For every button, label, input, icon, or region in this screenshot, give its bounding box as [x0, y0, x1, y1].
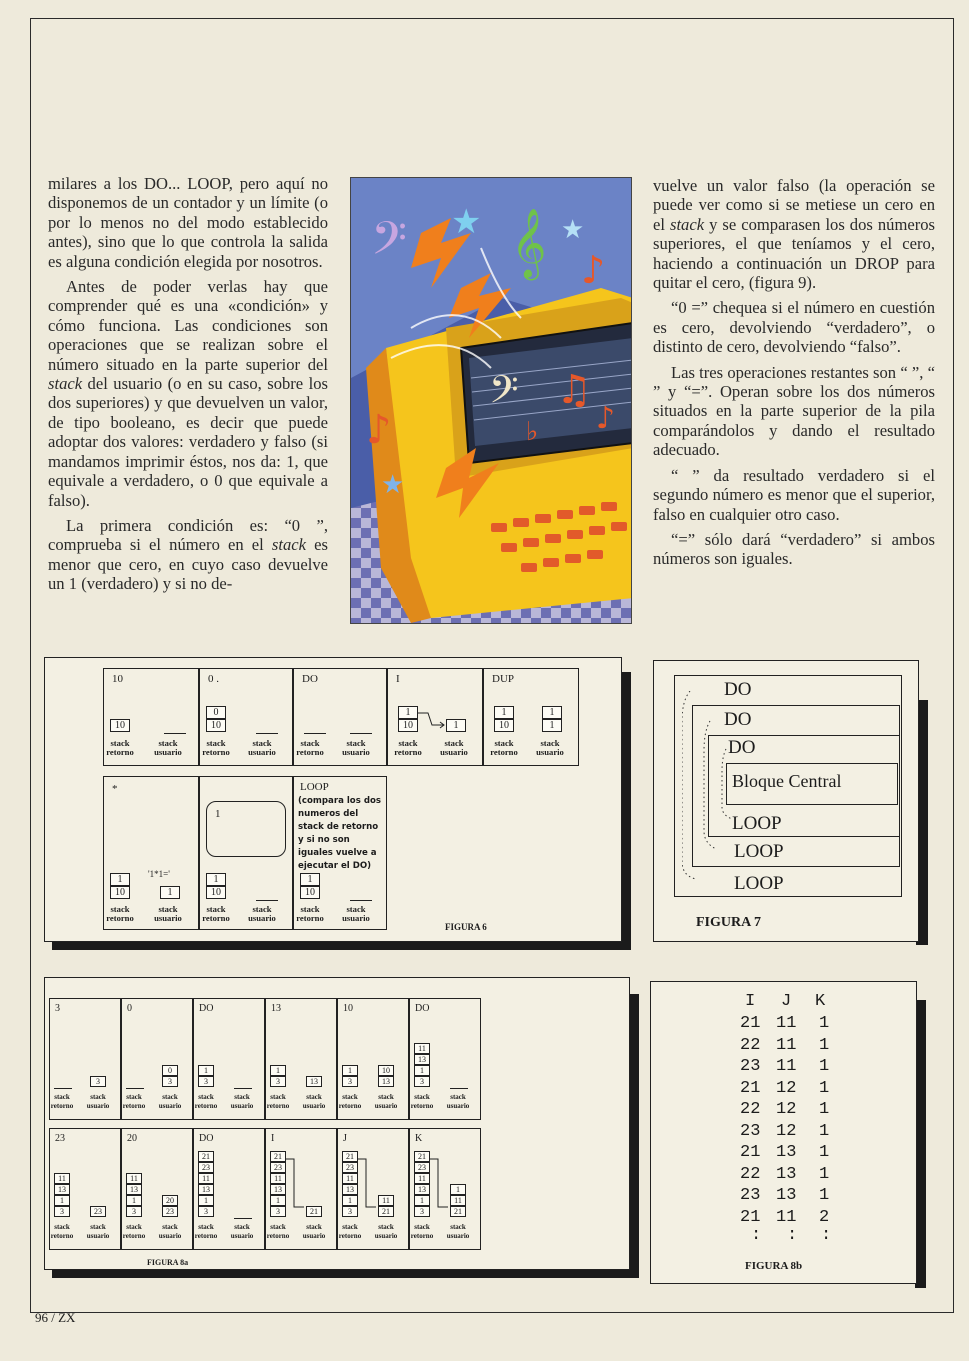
- op-label: 13: [271, 1003, 281, 1014]
- stack-value: 1: [198, 1065, 214, 1076]
- stack-value: 3: [414, 1206, 430, 1217]
- stack-value: 1: [110, 873, 130, 886]
- stack-value: 10: [110, 886, 130, 899]
- stack-value: 13: [54, 1184, 70, 1195]
- stack-state-cell: [193, 1128, 265, 1250]
- stack-label: stack usuario: [374, 1223, 398, 1240]
- empty-stack: [304, 733, 326, 734]
- stack-value: 20: [162, 1195, 178, 1206]
- stack-state-cell: [121, 1128, 193, 1250]
- stack-label: stack retorno: [194, 1223, 218, 1240]
- stack-label: stack usuario: [230, 1093, 254, 1110]
- stack-value: 13: [342, 1184, 358, 1195]
- continuation-dots: :: [821, 1226, 832, 1245]
- stack-label: stack usuario: [86, 1093, 110, 1110]
- do-label: DO: [724, 679, 752, 700]
- op-label: J: [343, 1133, 347, 1144]
- stack-value: 3: [162, 1076, 178, 1087]
- print-output: '1*1=': [148, 869, 170, 879]
- figure-caption: FIGURA 7: [696, 915, 761, 930]
- table-cell: 1: [819, 1100, 830, 1119]
- stack-label: stack retorno: [50, 1093, 74, 1110]
- stack-state-cell: [387, 668, 483, 766]
- stack-value: 23: [162, 1206, 178, 1217]
- stack-value: 1: [542, 706, 562, 719]
- stack-state-cell: [409, 1128, 481, 1250]
- copy-arrow-icon: [418, 711, 448, 731]
- output-bubble: 1: [206, 801, 286, 857]
- op-label: DUP: [492, 673, 515, 685]
- svg-text:♭: ♭: [526, 417, 539, 447]
- stack-value: 21: [450, 1206, 466, 1217]
- stack-value: 11: [126, 1173, 142, 1184]
- table-cell: 1: [819, 1143, 830, 1162]
- svg-text:𝄢: 𝄢: [489, 367, 519, 421]
- stack-value: 1: [342, 1065, 358, 1076]
- table-cell: 11: [776, 1207, 797, 1227]
- stack-value: 10: [110, 719, 130, 732]
- stack-value: 1: [414, 1065, 430, 1076]
- stack-value: 11: [414, 1173, 430, 1184]
- stack-value: 11: [270, 1173, 286, 1184]
- stack-label: stack usuario: [230, 1223, 254, 1240]
- op-label: LOOP: [300, 781, 329, 793]
- stack-label: stack retorno: [50, 1223, 74, 1240]
- table-cell: 21: [740, 1207, 761, 1227]
- stack-value: 13: [378, 1076, 394, 1087]
- table-cell: 13: [776, 1186, 797, 1205]
- stack-label: stack usuario: [536, 738, 564, 757]
- op-label: 0 .: [208, 673, 219, 685]
- stack-state-cell: [337, 1128, 409, 1250]
- stack-state-cell: [103, 776, 199, 930]
- op-label: DO: [302, 673, 318, 685]
- do-label: DO: [728, 737, 756, 758]
- column-header: K: [815, 992, 826, 1011]
- stack-value: 13: [414, 1184, 430, 1195]
- op-label: 3: [55, 1003, 60, 1014]
- table-cell: 1: [819, 1164, 830, 1184]
- op-label: DO: [199, 1133, 214, 1144]
- stack-value: 10: [206, 719, 226, 732]
- text-column-left: [48, 174, 328, 600]
- stack-value: 21: [306, 1206, 322, 1217]
- stack-value: 13: [270, 1184, 286, 1195]
- stack-label: stack usuario: [86, 1223, 110, 1240]
- empty-stack: [256, 733, 278, 734]
- stack-value: 3: [270, 1076, 286, 1087]
- stack-value: 13: [126, 1184, 142, 1195]
- stack-value: 10: [378, 1065, 394, 1076]
- paragraph: “0 =” chequea si el número en cuestión es cero, devolviendo “verdadero”, o distinto de cero, devolviendo “falso”.: [653, 298, 935, 357]
- paragraph: La primera condición es: “0 ”, comprueba si el número en el stack es menor que cero, en cuyo caso devuelve un 1 (verdadero) y si no de-: [48, 515, 328, 594]
- op-label: DO: [199, 1003, 214, 1014]
- stack-value: 23: [270, 1162, 286, 1173]
- stack-label: stack usuario: [248, 904, 276, 923]
- table-cell: 22: [740, 1035, 761, 1055]
- stack-state-cell: [121, 998, 193, 1120]
- stack-label: stack retorno: [296, 738, 324, 757]
- copy-arrow-icon: [358, 1153, 382, 1213]
- stack-value: 10: [300, 886, 320, 899]
- stack-value: 3: [270, 1206, 286, 1217]
- stack-value: 13: [198, 1184, 214, 1195]
- table-cell: 2: [819, 1207, 830, 1227]
- stack-label: stack usuario: [158, 1093, 182, 1110]
- stack-label: stack usuario: [154, 904, 182, 923]
- stack-value: 0: [162, 1065, 178, 1076]
- table-cell: 1: [819, 1078, 830, 1098]
- stack-value: 1: [160, 886, 180, 899]
- paragraph: vuelve un valor falso (la operación se puede ver como si se metiese un cero en el stack y se comparasen los dos números superiores, el que teníamos y el cero, haciendo a continuación un DROP para quitar el cero, (figura 9).: [653, 176, 935, 293]
- empty-stack: [350, 733, 372, 734]
- column-header: I: [745, 992, 756, 1011]
- svg-text:♫: ♫: [556, 367, 592, 413]
- loop-label: LOOP: [734, 873, 784, 894]
- stack-value: 10: [206, 886, 226, 899]
- stack-label: stack retorno: [394, 738, 422, 757]
- stack-state-cell: [49, 1128, 121, 1250]
- stack-label: stack retorno: [122, 1093, 146, 1110]
- stack-value: 10: [398, 719, 418, 732]
- stack-value: 1: [398, 706, 418, 719]
- empty-stack: [54, 1088, 72, 1089]
- svg-text:♪: ♪: [596, 401, 616, 436]
- copy-arrow-icon: [286, 1153, 310, 1213]
- text-column-right: [653, 176, 935, 575]
- svg-text:𝄢: 𝄢: [371, 212, 408, 277]
- table-cell: 21: [740, 1143, 761, 1162]
- stack-value: 21: [270, 1151, 286, 1162]
- stack-label: stack retorno: [410, 1093, 434, 1110]
- stack-label: stack usuario: [374, 1093, 398, 1110]
- stack-state-cell: [265, 998, 337, 1120]
- op-label: DO: [415, 1003, 430, 1014]
- stack-value: 1: [54, 1195, 70, 1206]
- figure-caption: FIGURA 8b: [745, 1260, 803, 1272]
- stack-state-cell: [409, 998, 481, 1120]
- table-cell: 11: [776, 1035, 797, 1055]
- table-cell: 12: [776, 1121, 797, 1141]
- stack-label: stack retorno: [296, 904, 324, 923]
- stack-value: 1: [126, 1195, 142, 1206]
- op-label: *: [112, 783, 118, 795]
- stack-label: stack retorno: [490, 738, 518, 757]
- table-cell: 1: [819, 1186, 830, 1205]
- stack-value: 1: [270, 1195, 286, 1206]
- stack-state-cell: [337, 998, 409, 1120]
- stack-state-cell: [199, 668, 293, 766]
- stack-value: 11: [54, 1173, 70, 1184]
- stack-value: 11: [414, 1043, 430, 1054]
- stack-value: 1: [206, 873, 226, 886]
- stack-state-cell: [103, 668, 199, 766]
- table-cell: 23: [740, 1057, 761, 1076]
- figure-8a: [44, 977, 630, 1270]
- stack-value: 13: [414, 1054, 430, 1065]
- loop-label: LOOP: [734, 841, 784, 862]
- svg-text:♪: ♪: [366, 407, 392, 453]
- stack-label: stack usuario: [342, 904, 370, 923]
- stack-label: stack retorno: [122, 1223, 146, 1240]
- stack-label: stack usuario: [302, 1093, 326, 1110]
- stack-label: stack retorno: [106, 738, 134, 757]
- empty-stack: [350, 900, 372, 901]
- svg-text:★: ★: [561, 215, 585, 245]
- op-label: 0: [127, 1003, 132, 1014]
- stack-value: 21: [342, 1151, 358, 1162]
- op-label: 20: [127, 1133, 137, 1144]
- stack-state-cell: [293, 776, 387, 930]
- stack-label: stack retorno: [266, 1223, 290, 1240]
- table-cell: 23: [740, 1121, 761, 1141]
- stack-label: stack retorno: [202, 904, 230, 923]
- stack-label: stack usuario: [446, 1223, 470, 1240]
- empty-stack: [450, 1088, 468, 1089]
- stack-state-cell: [483, 668, 579, 766]
- op-label: 23: [55, 1133, 65, 1144]
- stack-value: 3: [414, 1076, 430, 1087]
- paragraph: milares a los DO... LOOP, pero aquí no disponemos de un contador y un límite (o por lo menos no del modo establecido antes), sino que lo que controla la salida es alguna condición elegida por nosotros.: [48, 174, 328, 271]
- table-cell: 1: [819, 1121, 830, 1141]
- stack-label: stack retorno: [266, 1093, 290, 1110]
- stack-value: 1: [300, 873, 320, 886]
- svg-text:★: ★: [451, 202, 482, 242]
- continuation-dots: :: [751, 1226, 762, 1245]
- stack-value: 1: [494, 706, 514, 719]
- stack-value: 3: [126, 1206, 142, 1217]
- loop-note: (compara los dos numeros del stack de retorno y si no son iguales vuelve a ejecutar el DO): [298, 796, 381, 871]
- paragraph: Antes de poder verlas hay que comprender qué es una «condición» y cómo funciona. Las condiciones son operaciones que se realizan sobre el número situado en la parte superior del stack del usuario (o en su caso, sobre los dos superiores) y que devuelven un valor, de tipo booleano, es decir que puede adoptar dos valores: verdadero y falso (si mandamos imprimir éstos, nos da: 1, que equivale a verdadero, o 0 que equivale a falso).: [48, 277, 328, 510]
- op-label: 10: [343, 1003, 353, 1014]
- page-footer: 96 / ZX: [35, 1310, 76, 1325]
- stack-value: 3: [198, 1076, 214, 1087]
- continuation-dots: :: [787, 1226, 798, 1245]
- stack-state-cell: [199, 776, 293, 930]
- stack-value: 1: [414, 1195, 430, 1206]
- op-label: 10: [112, 673, 123, 685]
- empty-stack: [164, 733, 186, 734]
- svg-text:𝄞: 𝄞: [511, 208, 547, 278]
- table-cell: 11: [776, 1057, 797, 1076]
- op-label: I: [396, 673, 400, 685]
- table-cell: 13: [776, 1143, 797, 1162]
- stack-value: 11: [198, 1173, 214, 1184]
- figure-caption: FIGURA 8a: [147, 1258, 189, 1267]
- stack-value: 1: [450, 1184, 466, 1195]
- stack-state-cell: [265, 1128, 337, 1250]
- stack-value: 23: [414, 1162, 430, 1173]
- stack-value: 1: [542, 719, 562, 732]
- stack-value: 10: [494, 719, 514, 732]
- paragraph: “ ” da resultado verdadero si el segundo número es menor que el superior, falso en cualquier otro caso.: [653, 465, 935, 524]
- table-cell: 22: [740, 1100, 761, 1119]
- stack-label: stack usuario: [440, 738, 468, 757]
- stack-value: 3: [54, 1206, 70, 1217]
- empty-stack: [234, 1218, 252, 1219]
- stack-value: 21: [198, 1151, 214, 1162]
- stack-value: 3: [342, 1206, 358, 1217]
- stack-label: stack usuario: [248, 738, 276, 757]
- stack-state-cell: [293, 668, 387, 766]
- op-label: I: [271, 1133, 275, 1144]
- do-label: DO: [724, 709, 752, 730]
- table-cell: 21: [740, 1078, 761, 1098]
- stack-value: 11: [378, 1195, 394, 1206]
- stack-value: 11: [450, 1195, 466, 1206]
- stack-label: stack usuario: [302, 1223, 326, 1240]
- computer-music-illustration: [350, 177, 632, 624]
- table-cell: 22: [740, 1164, 761, 1184]
- stack-value: 23: [342, 1162, 358, 1173]
- stack-label: stack usuario: [154, 738, 182, 757]
- stack-state-cell: [49, 998, 121, 1120]
- empty-stack: [256, 900, 278, 901]
- stack-label: stack retorno: [194, 1093, 218, 1110]
- table-cell: 23: [740, 1186, 761, 1205]
- copy-arrow-icon: [430, 1153, 454, 1213]
- table-cell: 11: [776, 1014, 797, 1033]
- nesting-dots: [682, 691, 742, 881]
- empty-stack: [126, 1088, 144, 1089]
- figure-caption: FIGURA 6: [445, 922, 487, 932]
- stack-value: 3: [198, 1206, 214, 1217]
- stack-label: stack usuario: [158, 1223, 182, 1240]
- stack-value: 1: [198, 1195, 214, 1206]
- stack-value: 1: [270, 1065, 286, 1076]
- stack-label: stack retorno: [410, 1223, 434, 1240]
- op-label: K: [415, 1133, 423, 1144]
- stack-label: stack usuario: [342, 738, 370, 757]
- stack-value: 1: [342, 1195, 358, 1206]
- figure-7: [653, 660, 919, 942]
- empty-stack: [234, 1088, 252, 1089]
- central-block-label: Bloque Central: [732, 771, 842, 791]
- table-cell: 1: [819, 1057, 830, 1076]
- stack-value: 0: [206, 706, 226, 719]
- stack-value: 23: [198, 1162, 214, 1173]
- table-cell: 12: [776, 1078, 797, 1098]
- stack-label: stack retorno: [338, 1223, 362, 1240]
- svg-text:♪: ♪: [581, 248, 606, 292]
- figure-6: [44, 657, 622, 942]
- loop-label: LOOP: [732, 813, 782, 834]
- paragraph: Las tres operaciones restantes son “ ”, “ ” y “=”. Operan sobre los dos números situados en la parte superior de la pila comparándolos y dando el resultado adecuado.: [653, 362, 935, 460]
- stack-value: 11: [342, 1173, 358, 1184]
- stack-value: 1: [446, 719, 466, 732]
- paragraph: “=” sólo dará “verdadero” si ambos números son iguales.: [653, 529, 935, 569]
- stack-value: 21: [414, 1151, 430, 1162]
- stack-value: 3: [342, 1076, 358, 1087]
- stack-state-cell: [193, 998, 265, 1120]
- table-cell: 12: [776, 1100, 797, 1119]
- stack-label: stack retorno: [338, 1093, 362, 1110]
- stack-value: 3: [90, 1076, 106, 1087]
- table-cell: 13: [776, 1164, 797, 1184]
- stack-value: 13: [306, 1076, 322, 1087]
- stack-label: stack retorno: [202, 738, 230, 757]
- table-cell: 1: [819, 1014, 830, 1033]
- stack-value: 23: [90, 1206, 106, 1217]
- svg-text:★: ★: [381, 470, 405, 500]
- stack-value: 21: [378, 1206, 394, 1217]
- table-cell: 21: [740, 1014, 761, 1033]
- column-header: J: [781, 992, 792, 1011]
- table-cell: 1: [819, 1035, 830, 1055]
- stack-label: stack retorno: [106, 904, 134, 923]
- figure-8b: [650, 981, 917, 1284]
- stack-label: stack usuario: [446, 1093, 470, 1110]
